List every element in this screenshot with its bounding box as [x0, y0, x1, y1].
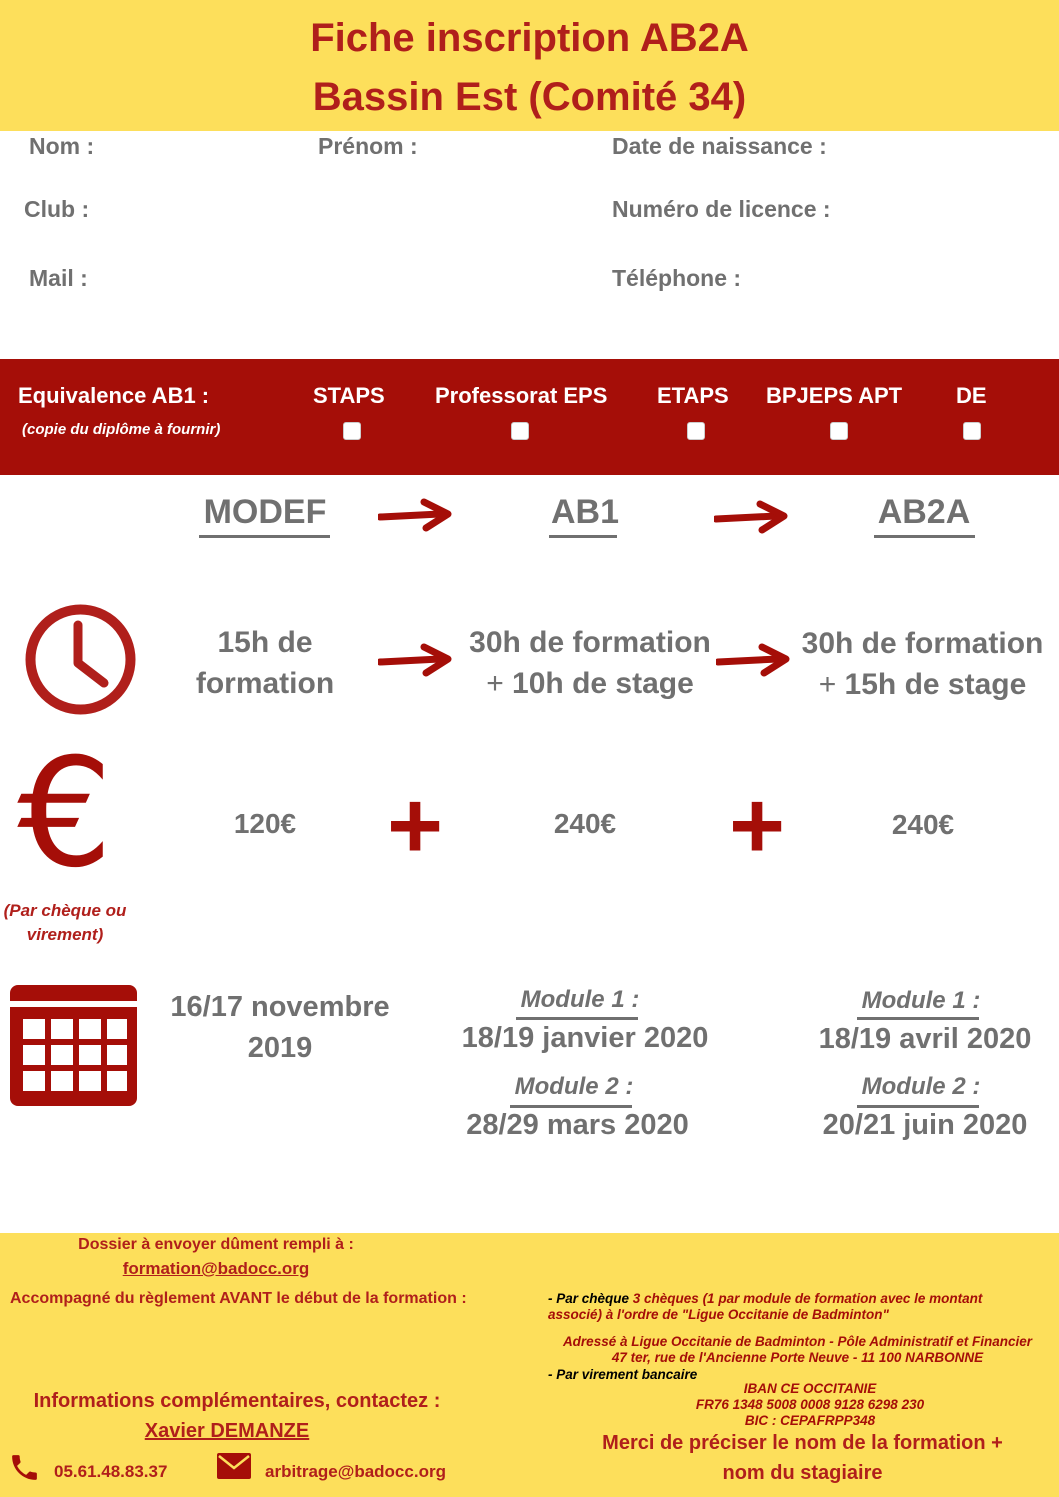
merci-line1: Merci de préciser le nom de la formation +	[602, 1432, 1003, 1454]
ab1-module2-underline	[510, 1105, 632, 1108]
contact-email[interactable]: arbitrage@badocc.org	[265, 1462, 446, 1481]
virement-label: - Par virement bancaire	[548, 1367, 698, 1382]
arrow-right-icon	[716, 643, 792, 677]
step-ab1: AB1	[550, 493, 620, 531]
merci-line2: nom du stagiaire	[722, 1462, 883, 1484]
step-modef-underline	[199, 535, 330, 538]
ab2a-module1-date: 18/19 avril 2020	[818, 1023, 1032, 1055]
date-modef-line1: 16/17 novembre	[170, 991, 390, 1023]
ab1-module1-underline	[516, 1017, 638, 1020]
contact-name: Xavier DEMANZE	[144, 1420, 310, 1442]
iban-line2: FR76 1348 5008 0008 9128 6298 230	[695, 1397, 925, 1412]
infos-text: Informations complémentaires, contactez :	[33, 1390, 441, 1412]
numero-licence-label: Numéro de licence :	[612, 196, 831, 222]
arrow-right-icon	[378, 643, 454, 677]
nom-label: Nom :	[29, 133, 95, 159]
equivalence-subtitle: (copie du diplôme à fournir)	[22, 421, 221, 438]
euro-icon: €	[17, 727, 113, 901]
duration-ab2a-plus: +	[818, 668, 845, 701]
formation-email-link[interactable]: formation@badocc.org	[122, 1259, 310, 1278]
step-ab2a: AB2A	[877, 493, 971, 531]
price-ab2a: 240€	[891, 809, 955, 840]
date-naissance-label: Date de naissance :	[612, 133, 827, 159]
duration-modef-line1: 15h de	[217, 626, 313, 659]
ab2a-module1-label: Module 1 :	[861, 987, 981, 1014]
equivalence-title: Equivalence AB1 :	[18, 383, 210, 408]
cheque-info	[548, 1291, 1053, 1323]
equivalence-band	[0, 359, 1059, 475]
option-staps-label: STAPS	[313, 383, 385, 408]
duration-ab1-stage: 10h de stage	[512, 667, 694, 700]
option-de-checkbox[interactable]	[963, 422, 981, 440]
page-title: Fiche inscription AB2A	[310, 16, 749, 60]
payment-note-line2: virement)	[26, 925, 104, 944]
adresse-line1: Adressé à Ligue Occitanie de Badminton - Pôle Administratif et Financier	[562, 1334, 1033, 1349]
duration-ab1-line1: 30h de formation	[469, 626, 711, 659]
ab1-module2-date: 28/29 mars 2020	[466, 1109, 689, 1141]
ab2a-module2-label: Module 2 :	[861, 1073, 981, 1100]
duration-ab1	[455, 622, 725, 704]
price-ab1: 240€	[553, 808, 617, 839]
step-modef: MODEF	[203, 493, 327, 531]
plus-icon: +	[386, 772, 444, 879]
ab1-module2-label: Module 2 :	[514, 1073, 634, 1100]
option-staps-checkbox[interactable]	[343, 422, 361, 440]
clock-icon	[24, 603, 137, 716]
option-professorat-checkbox[interactable]	[511, 422, 529, 440]
ab2a-module2-underline	[857, 1105, 979, 1108]
ab2a-module1-underline	[857, 1017, 979, 1020]
phone-icon	[8, 1451, 41, 1484]
arrow-right-icon	[378, 498, 454, 532]
arrow-right-icon	[714, 500, 790, 534]
mail-icon	[217, 1453, 251, 1479]
duration-ab1-line2	[455, 663, 725, 704]
duration-ab1-plus: +	[486, 667, 513, 700]
iban-info	[620, 1381, 1000, 1429]
step-ab2a-underline	[874, 535, 975, 538]
duration-ab2a-line2	[790, 664, 1055, 705]
option-professorat-label: Professorat EPS	[435, 383, 608, 408]
club-label: Club :	[24, 196, 90, 222]
ab2a-module2-date: 20/21 juin 2020	[822, 1109, 1028, 1141]
phone-number[interactable]: 05.61.48.83.37	[54, 1462, 168, 1481]
option-etaps-checkbox[interactable]	[687, 422, 705, 440]
option-de-label: DE	[956, 383, 987, 408]
option-bpjeps-checkbox[interactable]	[830, 422, 848, 440]
option-etaps-label: ETAPS	[657, 383, 729, 408]
date-modef	[150, 987, 410, 1069]
adresse-line2: 47 ter, rue de l'Ancienne Porte Neuve - 11 100 NARBONNE	[611, 1350, 984, 1365]
merci-text	[560, 1428, 1045, 1488]
dossier-text: Dossier à envoyer dûment rempli à :	[78, 1236, 354, 1253]
telephone-label: Téléphone :	[612, 265, 742, 291]
plus-icon: +	[728, 772, 786, 879]
duration-ab2a	[790, 623, 1055, 705]
step-ab1-underline	[549, 535, 617, 538]
price-modef: 120€	[233, 808, 297, 839]
cheque-text3: associé) à l'ordre de "Ligue Occitanie de Badminton"	[548, 1307, 889, 1322]
payment-note-line1: (Par chèque ou	[3, 901, 127, 920]
mail-label: Mail :	[29, 265, 88, 291]
duration-modef	[160, 622, 370, 704]
date-modef-line2: 2019	[247, 1032, 313, 1064]
cheque-text2: (1 par module de formation avec le montant	[698, 1291, 983, 1306]
option-bpjeps-label: BPJEPS APT	[766, 383, 903, 408]
prenom-label: Prénom :	[318, 133, 418, 159]
ab1-module1-date: 18/19 janvier 2020	[461, 1022, 709, 1054]
duration-ab2a-stage: 15h de stage	[844, 668, 1027, 701]
reglement-text: Accompagné du règlement AVANT le début de la formation :	[10, 1290, 467, 1307]
cheque-label: - Par chèque	[548, 1291, 630, 1306]
bic-line: BIC : CEPAFRPP348	[744, 1413, 876, 1428]
cheque-text1: 3 chèques	[629, 1291, 699, 1306]
payment-note	[0, 899, 130, 947]
calendar-icon	[10, 985, 137, 1106]
duration-ab2a-line1: 30h de formation	[801, 627, 1044, 660]
iban-line1: IBAN CE OCCITANIE	[743, 1381, 877, 1396]
adresse-info	[540, 1334, 1055, 1366]
duration-modef-line2: formation	[195, 667, 335, 700]
page-subtitle: Bassin Est (Comité 34)	[312, 75, 747, 119]
ab1-module1-label: Module 1 :	[520, 986, 640, 1013]
